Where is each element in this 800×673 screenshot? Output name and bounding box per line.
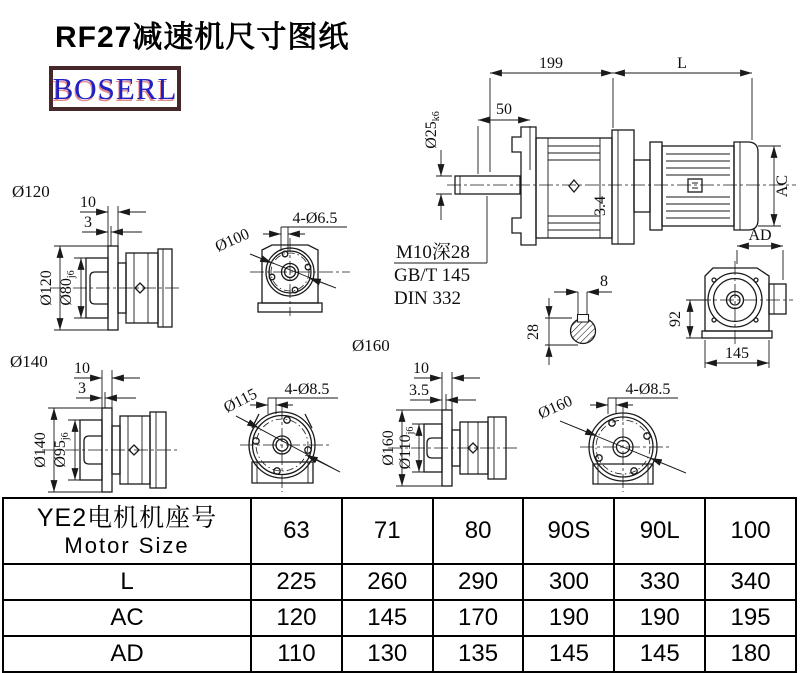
motor-flange — [650, 142, 662, 230]
AC-value: 195 — [705, 600, 796, 636]
table-row-AD — [3, 636, 796, 672]
flange100-front-view — [213, 210, 350, 316]
L-value: 290 — [433, 564, 524, 600]
dim-d140: Ø140 — [32, 432, 49, 468]
motor-size-100: 100 — [705, 498, 796, 564]
motor-size-80: 80 — [433, 498, 524, 564]
AC-value: 190 — [523, 600, 614, 636]
dim-d95: Ø95j6 — [52, 432, 71, 468]
center-mark — [569, 180, 579, 192]
flange140-label: Ø140 — [10, 352, 48, 371]
flange160-side-view — [352, 336, 520, 486]
L-value: 260 — [342, 564, 433, 600]
AC-value: 145 — [342, 600, 433, 636]
dim-3-5: 3.5 — [409, 382, 429, 399]
dim-d115: Ø115 — [221, 385, 260, 417]
dim-50: 50 — [496, 101, 512, 118]
L-value: 225 — [251, 564, 342, 600]
thread-note-gbt: GB/T 145 — [394, 265, 471, 286]
AD-value: 145 — [614, 636, 705, 672]
dim-key-height: 28 — [525, 324, 542, 340]
AC-value: 190 — [614, 600, 705, 636]
fan-cover — [734, 142, 758, 230]
flange115-front-view — [221, 381, 340, 492]
motor-size-header-cell — [3, 498, 251, 564]
adapter-neck — [634, 160, 650, 212]
adapter-plate — [612, 130, 634, 244]
dim-10: 10 — [413, 360, 429, 377]
L-value: 340 — [705, 564, 796, 600]
dim-d110: Ø110j6 — [397, 426, 416, 470]
dim-AC: AC — [774, 174, 791, 198]
flange140-side-view — [10, 352, 180, 492]
dim-92: 92 — [667, 311, 684, 327]
AD-value: 180 — [705, 636, 796, 672]
dim-10: 10 — [74, 360, 90, 377]
dim-199: 199 — [539, 55, 563, 72]
dim-bolt-holes: 4-Ø6.5 — [292, 210, 338, 227]
motor-size-header-cn: YE2电机机座号 — [36, 503, 218, 532]
dim-d120: Ø120 — [38, 270, 55, 306]
AD-value: 135 — [433, 636, 524, 672]
flange120-side-view — [12, 182, 180, 330]
flange160-front-view — [536, 381, 686, 492]
dim-d160: Ø160 — [535, 392, 576, 423]
AD-value: 130 — [342, 636, 433, 672]
dim-shaft-diameter: Ø25k6 — [423, 111, 442, 149]
keyway — [578, 315, 589, 323]
motor-rear-view — [667, 261, 793, 368]
rear-base — [702, 331, 772, 338]
dim-key-width: 8 — [600, 273, 608, 290]
dim-3: 3 — [84, 214, 92, 231]
dim-L: L — [677, 55, 687, 72]
motor-size-90l: 90L — [614, 498, 705, 564]
main-assembly-view — [394, 55, 796, 309]
dim-10: 10 — [80, 194, 96, 211]
L-value: 330 — [614, 564, 705, 600]
dim-145: 145 — [725, 345, 749, 362]
table-row-L — [3, 564, 796, 600]
row-label-AC: AC — [3, 600, 251, 636]
terminal-box — [769, 284, 786, 314]
boserl-logo-text: BOSERL — [52, 70, 178, 106]
motor-size-71: 71 — [342, 498, 433, 564]
motor-size-90s: 90S — [523, 498, 614, 564]
dim-bolt-holes: 4-Ø8.5 — [284, 381, 330, 398]
dim-bolt-holes: 4-Ø8.5 — [625, 381, 671, 398]
dim-AD: AD — [748, 227, 772, 244]
dim-3: 3 — [78, 380, 86, 397]
thread-note-din: DIN 332 — [394, 288, 462, 309]
nameplate — [688, 179, 702, 192]
dimension-table — [2, 497, 797, 673]
L-value: 300 — [523, 564, 614, 600]
flange120-label: Ø120 — [12, 182, 50, 201]
thread-note-m10: M10深28 — [396, 242, 470, 263]
AD-value: 110 — [251, 636, 342, 672]
shaft-section-view — [525, 273, 612, 365]
motor-size-63: 63 — [251, 498, 342, 564]
flange160-label: Ø160 — [352, 336, 390, 355]
dim-d80: Ø80j6 — [58, 270, 77, 306]
AC-value: 120 — [251, 600, 342, 636]
motor-body — [662, 146, 734, 226]
AD-value: 145 — [523, 636, 614, 672]
dim-d100: Ø100 — [212, 225, 253, 256]
dim-d160: Ø160 — [380, 430, 397, 466]
page-title: RF27减速机尺寸图纸 — [55, 21, 350, 54]
table-row-AC — [3, 600, 796, 636]
motor-size-header-en: Motor Size — [64, 532, 190, 558]
input-flange — [512, 127, 536, 245]
row-label-AD: AD — [3, 636, 251, 672]
dim-3-4: 3.4 — [592, 196, 609, 216]
row-label-L: L — [3, 564, 251, 600]
table-header-row — [3, 498, 796, 564]
AC-value: 170 — [433, 600, 524, 636]
